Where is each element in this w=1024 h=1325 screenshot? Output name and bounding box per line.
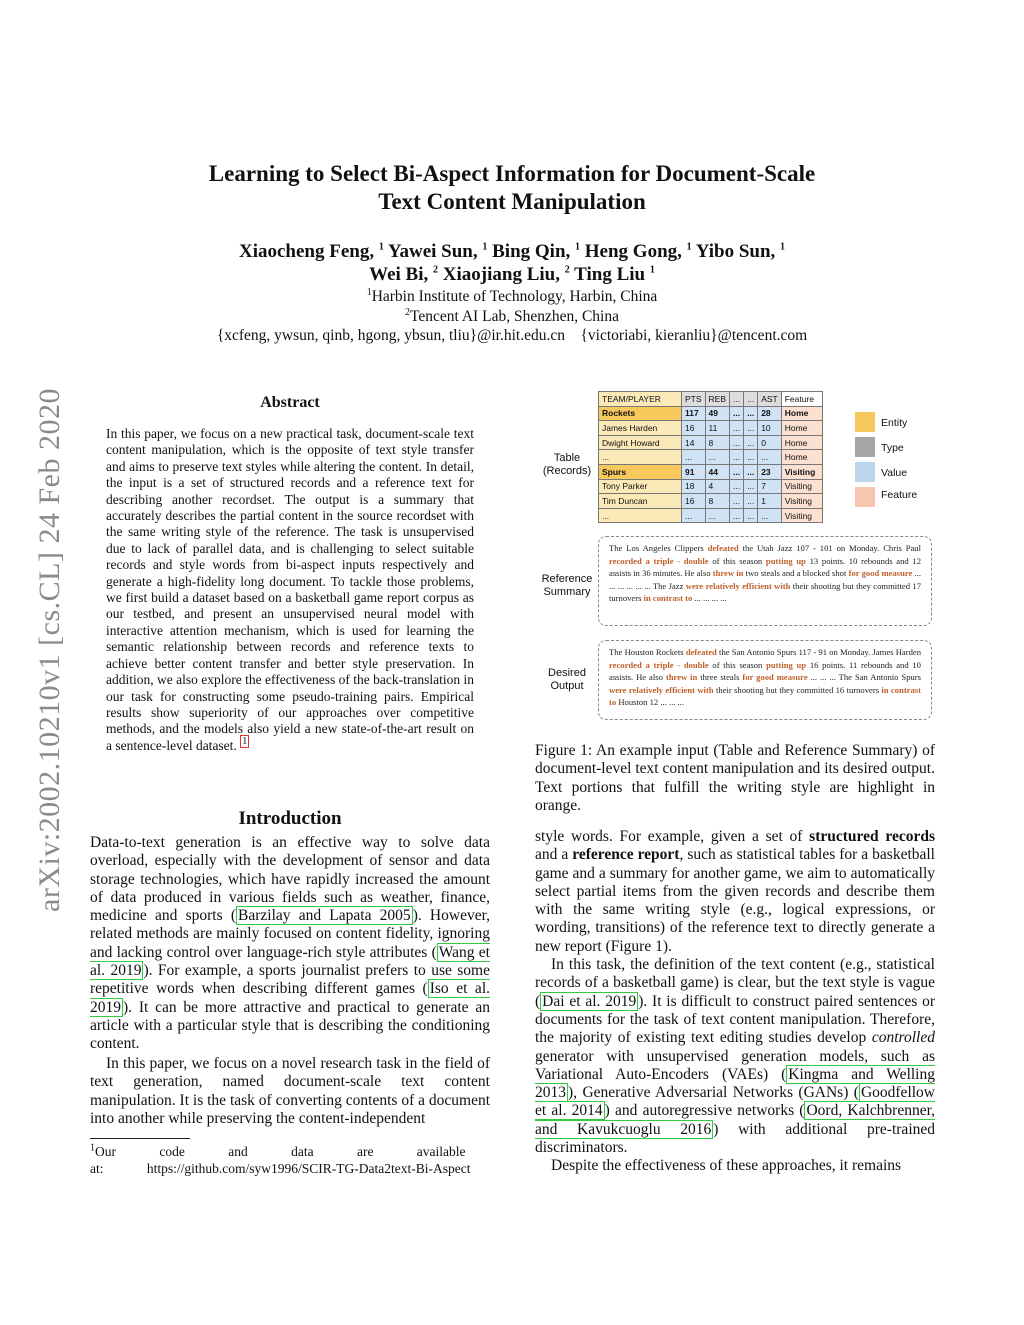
legend-label: Entity [881, 417, 908, 429]
cell: ... [682, 508, 706, 523]
introduction-heading: Introduction [238, 808, 342, 829]
text: ). For example, a sports journalist prefers to use some repetitive words when describing different games ( [90, 962, 490, 998]
cell: Home [781, 421, 822, 436]
cell: ... [744, 508, 758, 523]
cell: 8 [705, 435, 729, 450]
cell: Home [781, 435, 822, 450]
table-row [599, 435, 823, 450]
cell: ... [599, 450, 682, 465]
cell: Visiting [781, 479, 822, 494]
cell: ... [599, 508, 682, 523]
table-row [599, 494, 823, 509]
author: Xiaojiang Liu, [442, 264, 560, 285]
cell: ... [758, 508, 782, 523]
citation-link[interactable]: Oord, Kalchbrenner, and Kavukcuoglu 2016 [535, 1102, 936, 1138]
paragraph [535, 828, 935, 956]
cell: 7 [758, 479, 782, 494]
table-row [599, 464, 823, 479]
header-cell: ... [730, 392, 744, 407]
cell: 14 [682, 435, 706, 450]
author: Wei Bi, [369, 264, 429, 285]
affiliation-1-text: Harbin Institute of Technology, Harbin, China [371, 288, 658, 305]
text: style words. For example, given a set of [535, 828, 810, 845]
text: In this task, the definition of the text content (e.g., statistical records of a basketball game) is clear, but the text style is vague ( [535, 956, 935, 1010]
legend-swatch-feature [855, 487, 875, 507]
style-highlight: were relatively efficient with [609, 684, 714, 695]
authors-line-2 [0, 263, 1024, 286]
cell: ... [730, 435, 744, 450]
text: ). It can be more attractive and practical to generate an article with a particular style that is describing the conditioning content. [90, 998, 490, 1053]
cell: ... [705, 450, 729, 465]
text: 13 points. 10 rebounds and 12 assists in 36 minutes. He also [609, 555, 921, 579]
cell: ... [730, 406, 744, 421]
legend-label: Value [881, 467, 908, 479]
style-highlight: putting up [766, 659, 807, 670]
arxiv-stamp [28, 360, 72, 940]
style-highlight: defeated [685, 647, 717, 657]
aff-mark: 2 [405, 306, 411, 318]
text: the Utah Jazz 107 - 101 on Monday. Chris Paul [738, 543, 921, 553]
records-table [598, 391, 823, 523]
figure-1-caption: Figure 1: An example input (Table and Reference Summary) of document-level text content manipulation and its desired output. Text portions that fulfill the writing style are highlight in orange. [535, 742, 935, 814]
style-highlight: in contrast to [609, 684, 922, 708]
legend-swatch-type [855, 437, 875, 457]
legend-swatch-value [855, 462, 875, 482]
author: Ting Liu [574, 264, 646, 285]
text: ... ... ... ... [692, 593, 727, 604]
text: The Houston Rockets [609, 647, 686, 657]
figure-1 [535, 390, 935, 730]
paragraph [535, 956, 935, 1157]
header-cell: AST [758, 392, 782, 407]
text: of this season [708, 659, 767, 670]
aff-mark: 2 [433, 264, 439, 276]
cell: 11 [705, 421, 729, 436]
cell: 1 [758, 494, 782, 509]
text: The Los Angeles Clippers [609, 543, 708, 553]
affiliation-2-text: Tencent AI Lab, Shenzhen, China [410, 307, 619, 325]
abstract-text: In this paper, we focus on a new practical task, document-scale text content manipulation, which is the opposite of text style transfer and aims to preserve text styles while altering the content. In detail, the input is a set of structured records and a reference text for describing another recordset. The output is a summary that accurately describes the partial content in the source recordset with the same writing style of the reference. The task is unsupervised due to lack of parallel data, and is challenging to select suitable records and style words from bi-aspect inputs respectively and generate a high-fidelity long document. To tackle those problems, we first build a dataset based on a basketball game report corpus as our testbed, and present an unsupervised neural model with interactive attention mechanism, which is used for learning the semantic relationship between records and reference texts to achieve better content transfer and better style preservation. In addition, we also explore the effectiveness of the back-translation in our task for constructing some pseudo-training pairs. Empirical results show superiority of our approaches over competitive methods, and the models also yield a new state-of-the-art result on a sentence-level dataset. [106, 426, 474, 753]
table-header-row [599, 392, 823, 407]
table-row [599, 450, 823, 465]
cell: ... [744, 494, 758, 509]
emphasis: controlled [871, 1029, 935, 1047]
author: Yawei Sun, [387, 241, 478, 262]
style-highlight: for good measure [742, 672, 808, 683]
aff-mark: 1 [482, 241, 488, 253]
text: and a [535, 846, 573, 864]
text: Houston 12 ... ... ... [616, 697, 684, 708]
header-cell: Feature [781, 392, 822, 407]
intro-paragraph-1 [90, 834, 490, 1054]
citation-link[interactable]: Wang et al. 2019 [90, 943, 490, 980]
cell: ... [744, 435, 758, 450]
aff-mark: 1 [649, 264, 655, 276]
table-row [599, 508, 823, 523]
abstract-heading: Abstract [260, 394, 320, 411]
cell: ... [705, 508, 729, 523]
style-highlight: putting up [765, 555, 806, 566]
bold-term: reference report [572, 846, 680, 864]
aff-mark: 2 [564, 264, 570, 276]
text: their shooting but they committed 16 turnovers [713, 684, 882, 695]
cell: ... [744, 464, 758, 479]
cell: Tim Duncan [599, 494, 682, 509]
text: generator with unsupervised generation models, such as Variational Auto-Encoders (VAEs) ( [535, 1047, 935, 1083]
legend-label: Type [881, 442, 904, 454]
table-row [599, 406, 823, 421]
text: three steals [697, 672, 743, 683]
aff-mark: 1 [575, 241, 581, 253]
affiliations [0, 287, 1024, 346]
cell: ... [730, 450, 744, 465]
cell: 44 [705, 464, 729, 479]
title-line-2: Text Content Manipulation [378, 189, 646, 214]
header-cell: REB [705, 392, 729, 407]
cell: Spurs [599, 464, 682, 479]
cell: James Harden [599, 421, 682, 436]
aff-mark: 1 [366, 286, 372, 298]
cell: 0 [758, 435, 782, 450]
table-row [599, 479, 823, 494]
cell: Home [781, 406, 822, 421]
cell: 91 [682, 464, 706, 479]
style-highlight: threw in [712, 568, 744, 579]
cell: ... [744, 421, 758, 436]
table-row [599, 421, 823, 436]
citation-link[interactable]: Barzilay and Lapata 2005 [238, 907, 411, 925]
authors [0, 240, 1024, 286]
abstract-body [106, 426, 474, 754]
footnote [90, 1144, 490, 1177]
cell: ... [682, 450, 706, 465]
header-cell: PTS [682, 392, 706, 407]
cell: Rockets [599, 406, 682, 421]
text: 16 points. 11 rebounds and 10 assists. He also [609, 659, 921, 683]
aff-mark: 1 [780, 241, 786, 253]
cell: ... [744, 450, 758, 465]
affiliation-2 [0, 307, 1024, 327]
reference-summary-box [598, 536, 932, 626]
cell: 4 [705, 479, 729, 494]
text: ) with additional pre-trained discriminators. [535, 1120, 935, 1157]
cell: ... [730, 479, 744, 494]
cell: 16 [682, 421, 706, 436]
author: Xiaocheng Feng, [238, 241, 375, 262]
header-cell: ... [744, 392, 758, 407]
cell: ... [758, 450, 782, 465]
desired-output-box [598, 640, 932, 720]
label-reference: Reference Summary [541, 573, 593, 598]
citation-link[interactable]: Iso et al. 2019 [90, 980, 490, 1016]
author: Bing Qin, [492, 241, 571, 262]
aff-mark: 1 [686, 241, 692, 253]
style-highlight: recorded a triple - double [609, 555, 709, 566]
cell: 16 [682, 494, 706, 509]
text: the San Antonio Spurs 117 - 91 on Monday. James Harden [716, 647, 921, 657]
text: ). However, related methods are mainly focused on content fidelity, ignoring and lacking control over language-rich style attributes ( [90, 907, 490, 961]
footnote-text: Our code and data are available at: https://github.com/syw1996/SCIR-TG-Data2text-Bi-Aspect [90, 1144, 471, 1176]
text: In this paper, we focus on a novel research task in the field of text generation, named document-scale text content manipulation. It is the task of converting contents of a document into another while preserving the content-independent [90, 1055, 490, 1127]
citation-link[interactable]: Kingma and Welling 2013 [535, 1065, 935, 1102]
cell: 8 [705, 494, 729, 509]
footnote-rule [90, 1138, 190, 1139]
arxiv-stamp-text: arXiv:2002.10210v1 [cs.CL] 24 Feb 2020 [33, 388, 66, 912]
text: of this season [708, 555, 766, 566]
author: Yibo Sun, [695, 241, 776, 262]
paper-title [0, 160, 1024, 216]
cell: ... [730, 421, 744, 436]
cell: Tony Parker [599, 479, 682, 494]
label-desired: Desired Output [548, 667, 586, 692]
text: ... ... ... The San Antonio Spurs [807, 672, 921, 683]
emails: {xcfeng, ywsun, qinb, hgong, ybsun, tliu}@ir.hit.edu.cn {victoriabi, kieranliu}@tencent.com [216, 327, 808, 344]
title-line-1: Learning to Select Bi-Aspect Information for Document-Scale [208, 161, 816, 186]
bold-term: structured records [809, 828, 935, 845]
footnote-link[interactable]: 1 [242, 736, 248, 748]
cell: Visiting [781, 508, 822, 523]
citation-link[interactable]: Goodfellow et al. 2014 [535, 1084, 935, 1120]
legend-label: Feature [881, 489, 918, 501]
style-highlight: were relatively efficient with [685, 580, 791, 591]
cell: ... [730, 494, 744, 509]
cell: 117 [682, 406, 706, 421]
cell: 23 [758, 464, 782, 479]
cell: Dwight Howard [599, 435, 682, 450]
legend-swatch-entity [855, 412, 875, 432]
cell: Visiting [781, 494, 822, 509]
text: , such as statistical tables for a basketball game and a summary for another game, we aim to automatically select partial items from the given records and describe them with the same writing style (e.g., logical expressions, or wording, transitions) of the reference text to directly generate a new report (Figure 1). [535, 846, 935, 955]
header-cell: TEAM/PLAYER [599, 392, 682, 407]
cell: ... [730, 508, 744, 523]
cell: 28 [758, 406, 782, 421]
affiliation-1 [0, 287, 1024, 307]
aff-mark: 1 [378, 241, 384, 253]
text: ) and autoregressive networks ( [604, 1102, 805, 1120]
cell: ... [744, 406, 758, 421]
text: their shooting but they committed 17 turnovers [609, 580, 921, 604]
footnote-number: 1 [90, 1142, 95, 1154]
paragraph: Despite the effectiveness of these approaches, it remains [551, 1157, 902, 1175]
style-highlight: in contrast to [643, 593, 693, 604]
author: Heng Gong, [584, 241, 682, 262]
cell: 18 [682, 479, 706, 494]
style-highlight: defeated [707, 543, 739, 553]
style-highlight: threw in [665, 672, 698, 683]
style-highlight: recorded a triple - double [609, 659, 709, 670]
intro-paragraph-2 [90, 1055, 490, 1128]
right-column-body [535, 828, 935, 1176]
cell: 49 [705, 406, 729, 421]
text: ... ... ... ... ... ... The Jazz [609, 568, 921, 591]
cell: ... [730, 464, 744, 479]
cell: Home [781, 450, 822, 465]
text: two steals and a blocked shot [743, 568, 849, 579]
cell: 10 [758, 421, 782, 436]
text: Data-to-text generation is an effective way to solve data overload, especially with the development of sensor and data storage technologies, which have rapidly increased the amount of data produced in various fields such as weather, finance, medicine and sports ( [90, 834, 490, 925]
text: ). It is difficult to construct paired sentences or documents for the task of text content manipulation. Therefore, the majority of existing text editing studies develop [535, 992, 935, 1047]
label-table: Table (Records) [542, 452, 592, 477]
cell: Visiting [781, 464, 822, 479]
citation-link[interactable]: Dai et al. 2019 [542, 992, 637, 1010]
cell: ... [744, 479, 758, 494]
authors-line-1 [0, 240, 1024, 263]
style-highlight: for good measure [848, 568, 913, 579]
text: ), Generative Adversarial Networks (GANs) ( [568, 1084, 859, 1102]
